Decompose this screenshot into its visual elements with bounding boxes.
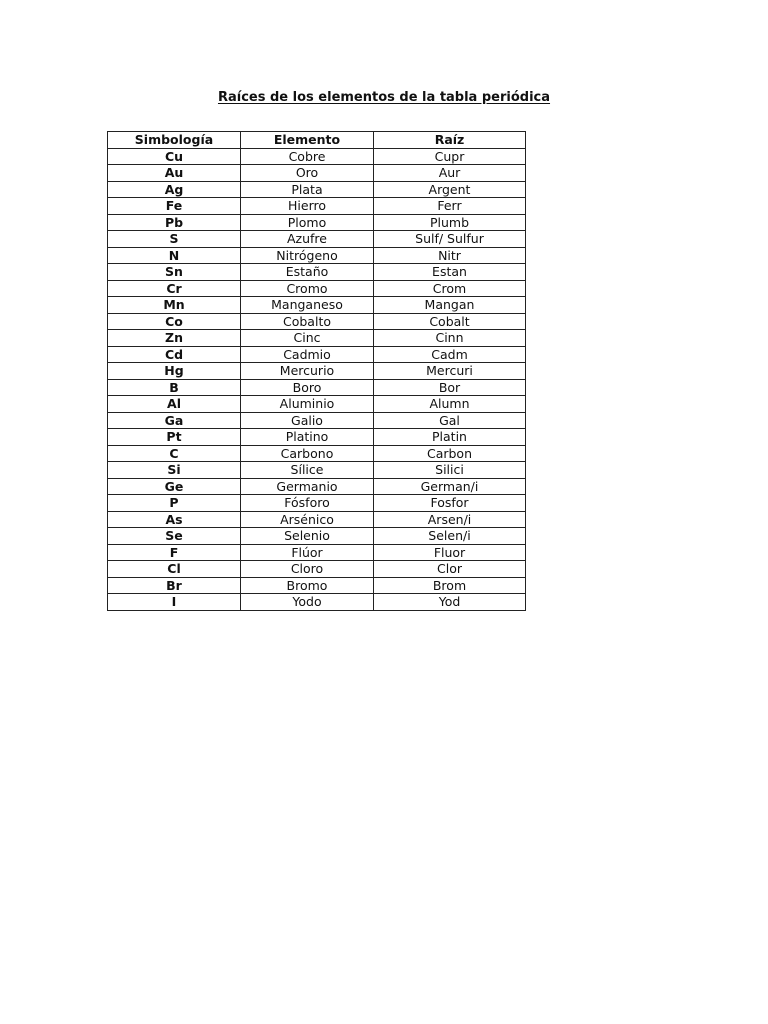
cell-element: Bromo bbox=[241, 577, 374, 594]
cell-root: Cobalt bbox=[374, 313, 526, 330]
cell-element: Nitrógeno bbox=[241, 247, 374, 264]
cell-root: Platin bbox=[374, 429, 526, 446]
cell-element: Selenio bbox=[241, 528, 374, 545]
table-row bbox=[108, 561, 526, 578]
cell-root: Arsen/i bbox=[374, 511, 526, 528]
cell-element: Germanio bbox=[241, 478, 374, 495]
cell-symbol: Al bbox=[108, 396, 241, 413]
header-element: Elemento bbox=[241, 132, 374, 149]
table-row bbox=[108, 528, 526, 545]
table-row bbox=[108, 429, 526, 446]
table-row bbox=[108, 478, 526, 495]
table-row bbox=[108, 412, 526, 429]
table-row bbox=[108, 544, 526, 561]
cell-root: German/i bbox=[374, 478, 526, 495]
table-row bbox=[108, 594, 526, 611]
cell-element: Fósforo bbox=[241, 495, 374, 512]
cell-symbol: Fe bbox=[108, 198, 241, 215]
cell-element: Aluminio bbox=[241, 396, 374, 413]
cell-root: Alumn bbox=[374, 396, 526, 413]
cell-element: Platino bbox=[241, 429, 374, 446]
cell-symbol: Au bbox=[108, 165, 241, 182]
cell-symbol: Hg bbox=[108, 363, 241, 380]
cell-element: Azufre bbox=[241, 231, 374, 248]
header-symbol: Simbología bbox=[108, 132, 241, 149]
table-row bbox=[108, 198, 526, 215]
cell-element: Estaño bbox=[241, 264, 374, 281]
cell-root: Mercuri bbox=[374, 363, 526, 380]
cell-root: Clor bbox=[374, 561, 526, 578]
cell-root: Yod bbox=[374, 594, 526, 611]
cell-root: Sulf/ Sulfur bbox=[374, 231, 526, 248]
table-row bbox=[108, 346, 526, 363]
cell-symbol: I bbox=[108, 594, 241, 611]
cell-root: Cinn bbox=[374, 330, 526, 347]
cell-root: Aur bbox=[374, 165, 526, 182]
cell-element: Manganeso bbox=[241, 297, 374, 314]
cell-root: Fluor bbox=[374, 544, 526, 561]
cell-element: Plomo bbox=[241, 214, 374, 231]
table-row bbox=[108, 577, 526, 594]
cell-element: Arsénico bbox=[241, 511, 374, 528]
table-row bbox=[108, 396, 526, 413]
roots-table bbox=[107, 131, 526, 611]
table-body bbox=[108, 148, 526, 610]
cell-symbol: Ag bbox=[108, 181, 241, 198]
cell-root: Mangan bbox=[374, 297, 526, 314]
cell-symbol: Br bbox=[108, 577, 241, 594]
table-row bbox=[108, 165, 526, 182]
cell-element: Cobalto bbox=[241, 313, 374, 330]
table-row bbox=[108, 247, 526, 264]
cell-element: Sílice bbox=[241, 462, 374, 479]
cell-symbol: Cl bbox=[108, 561, 241, 578]
cell-symbol: Ga bbox=[108, 412, 241, 429]
cell-root: Cupr bbox=[374, 148, 526, 165]
cell-symbol: Cu bbox=[108, 148, 241, 165]
table-row bbox=[108, 495, 526, 512]
cell-symbol: B bbox=[108, 379, 241, 396]
cell-symbol: Pt bbox=[108, 429, 241, 446]
cell-symbol: Co bbox=[108, 313, 241, 330]
cell-root: Crom bbox=[374, 280, 526, 297]
cell-symbol: Cr bbox=[108, 280, 241, 297]
cell-element: Galio bbox=[241, 412, 374, 429]
cell-root: Bor bbox=[374, 379, 526, 396]
page-title: Raíces de los elementos de la tabla periódica bbox=[217, 90, 551, 105]
cell-element: Flúor bbox=[241, 544, 374, 561]
cell-element: Cadmio bbox=[241, 346, 374, 363]
cell-root: Ferr bbox=[374, 198, 526, 215]
table-header-row bbox=[108, 132, 526, 149]
table-row bbox=[108, 363, 526, 380]
cell-symbol: Cd bbox=[108, 346, 241, 363]
cell-root: Carbon bbox=[374, 445, 526, 462]
table-row bbox=[108, 511, 526, 528]
cell-symbol: N bbox=[108, 247, 241, 264]
cell-root: Cadm bbox=[374, 346, 526, 363]
table-row bbox=[108, 297, 526, 314]
cell-symbol: P bbox=[108, 495, 241, 512]
cell-root: Selen/i bbox=[374, 528, 526, 545]
cell-symbol: Ge bbox=[108, 478, 241, 495]
cell-root: Fosfor bbox=[374, 495, 526, 512]
cell-element: Mercurio bbox=[241, 363, 374, 380]
header-root: Raíz bbox=[374, 132, 526, 149]
cell-symbol: S bbox=[108, 231, 241, 248]
table-row bbox=[108, 330, 526, 347]
cell-element: Cloro bbox=[241, 561, 374, 578]
table-row bbox=[108, 231, 526, 248]
table-row bbox=[108, 148, 526, 165]
cell-root: Gal bbox=[374, 412, 526, 429]
table-row bbox=[108, 462, 526, 479]
cell-root: Argent bbox=[374, 181, 526, 198]
cell-root: Silici bbox=[374, 462, 526, 479]
cell-element: Cinc bbox=[241, 330, 374, 347]
table-row bbox=[108, 445, 526, 462]
table-row bbox=[108, 313, 526, 330]
cell-symbol: Si bbox=[108, 462, 241, 479]
cell-element: Yodo bbox=[241, 594, 374, 611]
cell-symbol: Se bbox=[108, 528, 241, 545]
cell-symbol: Zn bbox=[108, 330, 241, 347]
cell-root: Brom bbox=[374, 577, 526, 594]
table-row bbox=[108, 214, 526, 231]
cell-root: Plumb bbox=[374, 214, 526, 231]
cell-symbol: Sn bbox=[108, 264, 241, 281]
cell-element: Hierro bbox=[241, 198, 374, 215]
cell-symbol: As bbox=[108, 511, 241, 528]
table-row bbox=[108, 379, 526, 396]
cell-element: Boro bbox=[241, 379, 374, 396]
cell-element: Carbono bbox=[241, 445, 374, 462]
cell-root: Estan bbox=[374, 264, 526, 281]
table-row bbox=[108, 280, 526, 297]
cell-symbol: Pb bbox=[108, 214, 241, 231]
cell-element: Cobre bbox=[241, 148, 374, 165]
cell-symbol: C bbox=[108, 445, 241, 462]
cell-symbol: Mn bbox=[108, 297, 241, 314]
cell-root: Nitr bbox=[374, 247, 526, 264]
table-row bbox=[108, 181, 526, 198]
cell-symbol: F bbox=[108, 544, 241, 561]
cell-element: Plata bbox=[241, 181, 374, 198]
table-row bbox=[108, 264, 526, 281]
cell-element: Oro bbox=[241, 165, 374, 182]
cell-element: Cromo bbox=[241, 280, 374, 297]
